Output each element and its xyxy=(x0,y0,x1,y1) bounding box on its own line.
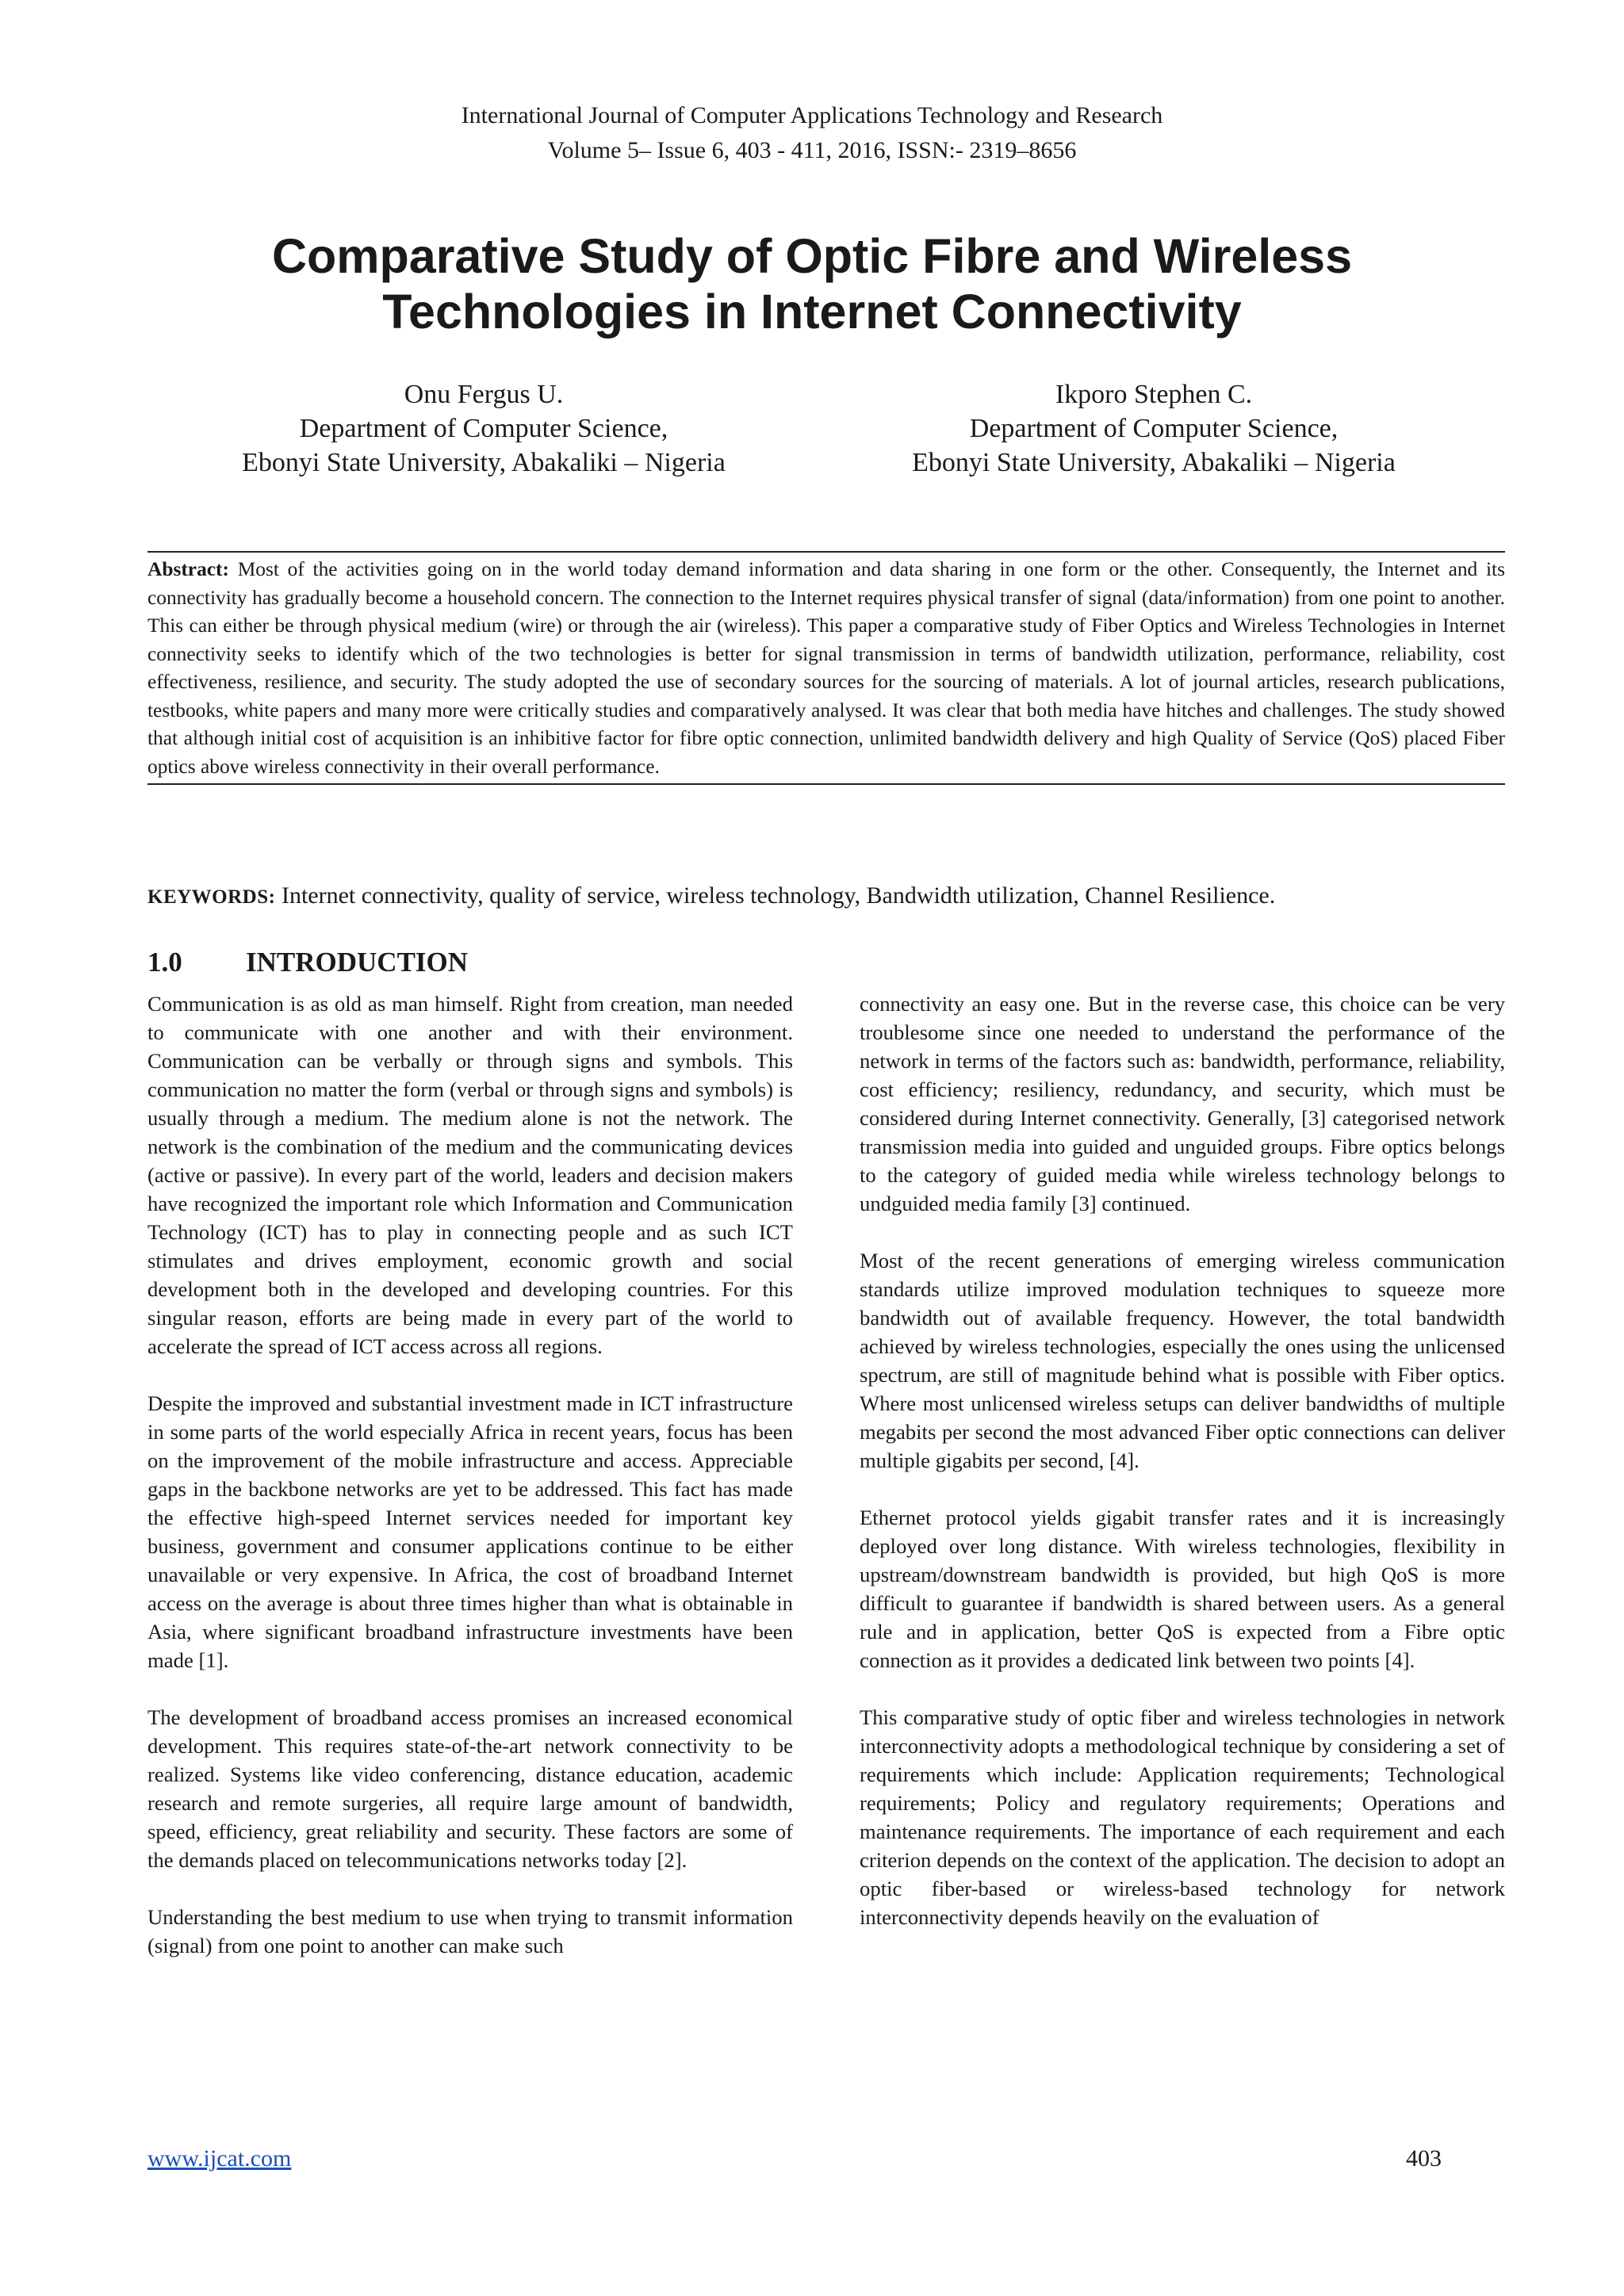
keywords xyxy=(147,880,1505,913)
right-column xyxy=(860,989,1505,1960)
author-name: Ikporo Stephen C. xyxy=(1055,380,1253,409)
paragraph: The development of broadband access promises an increased economical development. This requires state-of-the-art network connectivity to be realized. Systems like video conferencing, distance education, academic research and remote surgeries, all require large amount of bandwidth, speed, efficiency, great reliability and security. These factors are some of the demands placed on telecommunications networks today [2]. xyxy=(147,1705,793,1872)
page-number: 403 xyxy=(1406,2145,1442,2172)
abstract-box xyxy=(147,551,1505,785)
author-block-2 xyxy=(829,377,1479,480)
journal-header xyxy=(0,98,1624,168)
journal-website-link[interactable]: www.ijcat.com xyxy=(147,2145,292,2172)
left-column xyxy=(147,989,793,1988)
paper-title-line-1: Comparative Study of Optic Fibre and Wireless xyxy=(271,229,1353,283)
paper-title xyxy=(0,228,1624,339)
journal-name: International Journal of Computer Applications Technology and Research xyxy=(461,102,1163,128)
section-title: INTRODUCTION xyxy=(246,947,469,978)
abstract-text: Most of the activities going on in the world today demand information and data sharing in one form or the other. Consequently, the Internet and its connectivity has gradually become a household concern. The connection to the Internet requires physical transfer of signal (data/information) from one point to another. This can either be through physical medium (wire) or through the air (wireless). This paper a comparative study of Fiber Optics and Wireless Technologies in Internet connectivity seeks to identify which of the two technologies is better for signal transmission in terms of bandwidth utilization, performance, reliability, cost effectiveness, resilience, and security. The study adopted the use of secondary sources for the sourcing of materials. A lot of journal articles, research publications, testbooks, white papers and many more were critically studies and comparatively analysed. It was clear that both media have hitches and challenges. The study showed that although initial cost of acquisition is an inhibitive factor for fibre optic connection, unlimited bandwidth delivery and high Quality of Service (QoS) placed Fiber optics above wireless connectivity in their overall performance. xyxy=(147,558,1505,778)
paragraph: Communication is as old as man himself. Right from creation, man needed to communicate with one another and with their environment. Communication can be verbally or through signs and symbols. This communication no matter the form (verbal or through signs and symbols) is usually through a medium. The medium alone is not the network. The network is the combination of the medium and the communicating devices (active or passive). In every part of the world, leaders and decision makers have recognized the important role which Information and Communication Technology (ICT) has to play in connecting people and as such ICT stimulates and drives employment, economic growth and social development both in the developed and developing countries. For this singular reason, efforts are being made in every part of the world to accelerate the spread of ICT access across all regions. xyxy=(147,992,793,1358)
keywords-text: Internet connectivity, quality of service, wireless technology, Bandwidth utilization, Channel Resilience. xyxy=(281,882,1276,909)
section-heading xyxy=(147,945,468,980)
paper-title-line-2: Technologies in Internet Connectivity xyxy=(382,285,1242,339)
paragraph: Most of the recent generations of emerging wireless communication standards utilize improved modulation techniques to squeeze more bandwidth out of available frequency. However, the total bandwidth achieved by wireless technologies, especially the ones using the unlicensed spectrum, are still of magnitude behind what is possible with Fiber optics. Where most unlicensed wireless setups can deliver bandwidths of multiple megabits per second the most advanced Fiber optic connections can deliver multiple gigabits per second, [4]. xyxy=(860,1249,1505,1472)
paragraph: Ethernet protocol yields gigabit transfer rates and it is increasingly deployed over long distance. With wireless technologies, flexibility in upstream/downstream bandwidth is provided, but high QoS is more difficult to guarantee if bandwidth is shared between users. As a general rule and in application, better QoS is expected from a Fibre optic connection as it provides a dedicated link between two points [4]. xyxy=(860,1506,1505,1672)
author-affiliation: Ebonyi State University, Abakaliki – Nigeria xyxy=(912,448,1396,477)
abstract-label: Abstract: xyxy=(147,558,229,580)
author-affiliation: Ebonyi State University, Abakaliki – Nigeria xyxy=(242,448,726,477)
paragraph: This comparative study of optic fiber and wireless technologies in network interconnectivity adopts a methodological technique by considering a set of requirements which include: Application requirements; Technological requirements; Policy and regulatory requirements; Operations and maintenance requirements. The importance of each requirement and each criterion depends on the context of the application. The decision to adopt an optic fiber-based or wireless-based technology for network interconnectivity depends heavily on the evaluation of xyxy=(860,1705,1505,1929)
paragraph: Understanding the best medium to use when trying to transmit information (signal) from one point to another can make such xyxy=(147,1905,793,1957)
journal-volume-info: Volume 5– Issue 6, 403 - 411, 2016, ISSN:- 2319–8656 xyxy=(547,137,1077,163)
author-block-1 xyxy=(159,377,809,480)
author-department: Department of Computer Science, xyxy=(299,414,668,443)
author-name: Onu Fergus U. xyxy=(404,380,564,409)
section-number: 1.0 xyxy=(147,947,182,978)
paragraph: connectivity an easy one. But in the reverse case, this choice can be very troublesome since one needed to understand the performance of the network in terms of the factors such as: bandwidth, performance, reliability, cost efficiency; resiliency, redundancy, and security, which must be considered during Internet connectivity. Generally, [3] categorised network transmission media into guided and unguided groups. Fibre optics belongs to the category of guided media while wireless technology belongs to undguided media family [3] continued. xyxy=(860,992,1505,1215)
paragraph: Despite the improved and substantial investment made in ICT infrastructure in some parts of the world especially Africa in recent years, focus has been on the improvement of the mobile infrastructure and access. Appreciable gaps in the backbone networks are yet to be addressed. This fact has made the effective high-speed Internet services needed for important key business, government and consumer applications continue to be either unavailable or very expensive. In Africa, the cost of broadband Internet access on the average is about three times higher than what is obtainable in Asia, where significant broadband infrastructure investments have been made [1]. xyxy=(147,1391,793,1672)
keywords-label: KEYWORDS: xyxy=(147,886,276,908)
author-department: Department of Computer Science, xyxy=(969,414,1339,443)
